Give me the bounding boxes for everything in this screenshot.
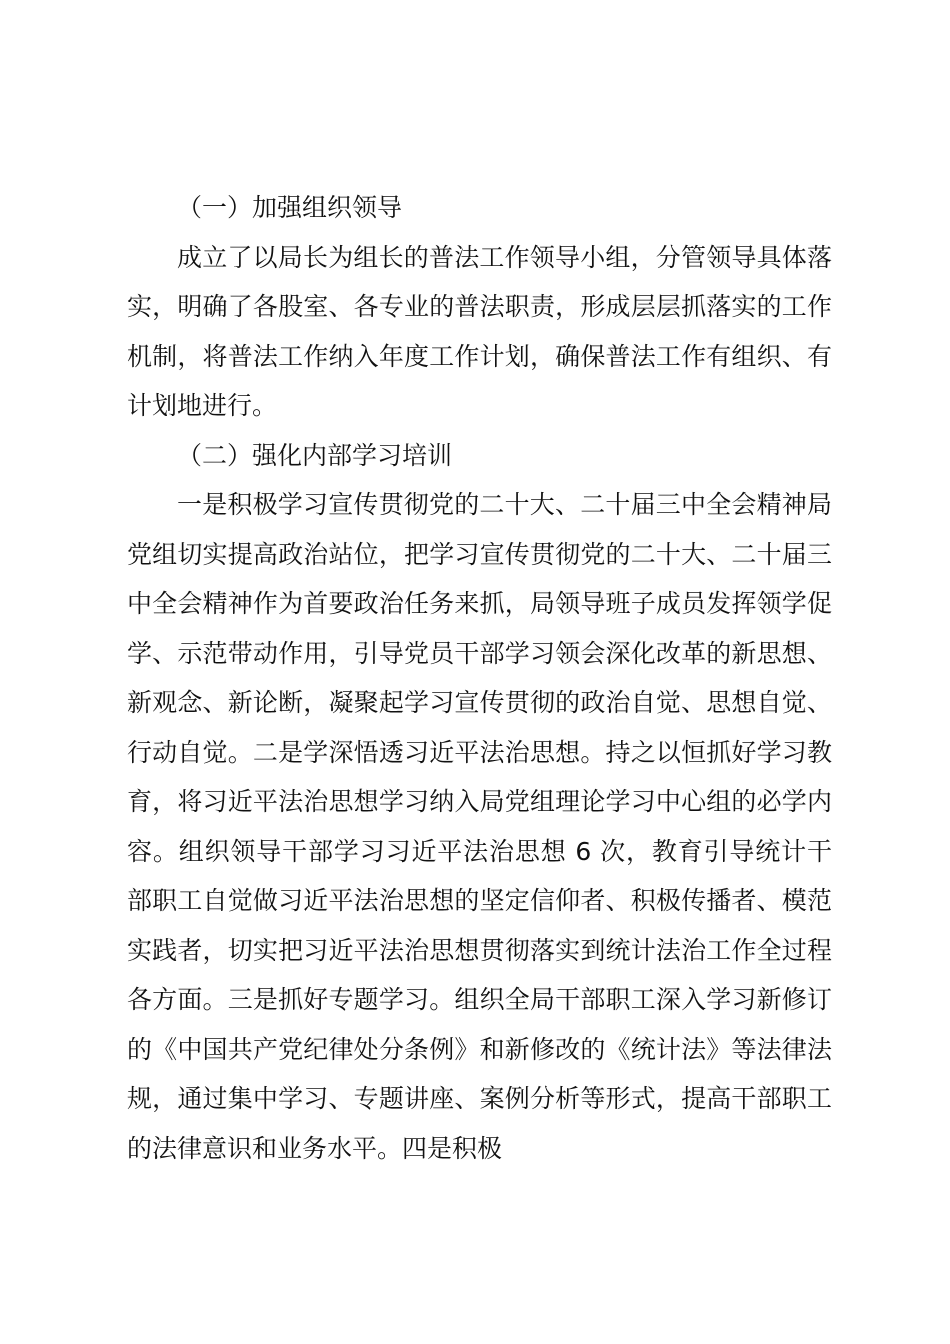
section-paragraph-1: 成立了以局长为组长的普法工作领导小组，分管领导具体落实，明确了各股室、各专业的普法职责，形成层层抓落实的工作机制，将普法工作纳入年度工作计划，确保普法工作有组织、有计划地进行。 [127, 242, 832, 420]
section-heading-1: （一）加强组织领导 [177, 193, 403, 222]
section-heading-2: （二）强化内部学习培训 [177, 440, 453, 470]
section-paragraph-2: 一是积极学习宣传贯彻党的二十大、二十届三中全会精神局党组切实提高政治站位，把学习宣传贯彻党的二十大、二十届三中全会精神作为首要政治任务来抓，局领导班子成员发挥领学促学、示范带动作用，引导党员干部学习领会深化改革的新思想、新观念、新论断，凝聚起学习宣传贯彻的政治自觉、思想自觉、行动自觉。二是学深悟透习近平法治思想。持之以恒抓好学习教育，将习近平法治思想学习纳入局党组理论学习中心组的必学内容。组织领导干部学习习近平法治思想 6 次，教育引导统计干部职工自觉做习近平法治思想的坚定信仰者、积极传播者、模范实践者，切实把习近平法治思想贯彻落实到统计法治工作全过程各方面。三是抓好专题学习。组织全局干部职工深入学习新修订的《中国共产党纪律处分条例》和新修改的《统计法》等法律法规，通过集中学习、专题讲座、案例分析等形式，提高干部职工的法律意识和业务水平。四是积极 [127, 490, 832, 1163]
document-body [127, 183, 832, 1173]
